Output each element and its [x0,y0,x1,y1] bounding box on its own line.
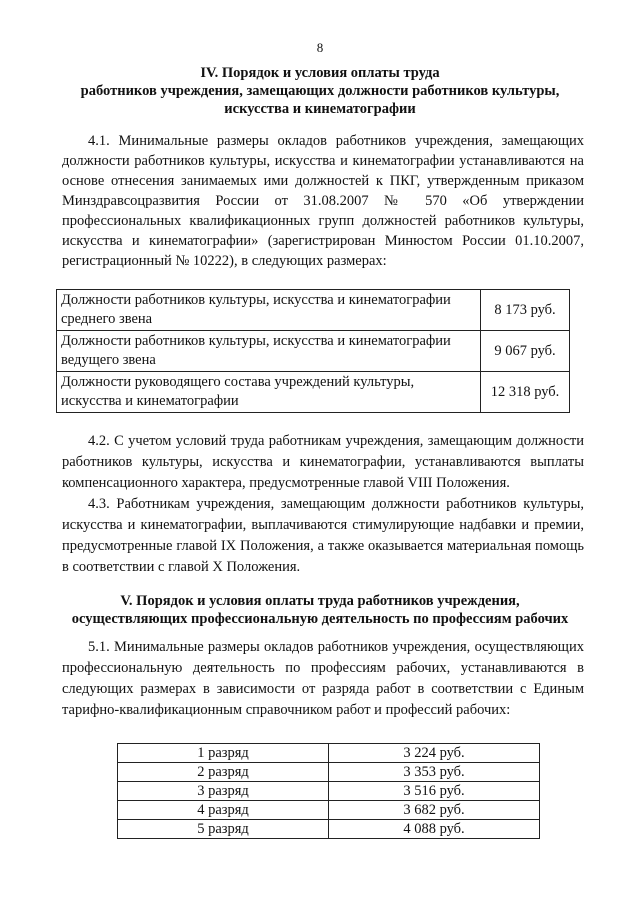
table-cell-position: Должности руководящего состава учреждений культуры, искусства и кинематографии [57,372,481,413]
page-number: 8 [316,40,324,55]
table-cell-salary: 3 224 руб. [329,744,540,763]
table-row [57,331,570,372]
section4-heading-line3: искусства и кинематографии [224,101,416,117]
table-cell-salary: 9 067 руб. [481,331,570,372]
table-row [57,372,570,413]
salary-table-culture [56,289,570,413]
table-cell-grade: 2 разряд [118,763,329,782]
table-row [118,744,540,763]
table-cell-salary: 12 318 руб. [481,372,570,413]
section5-heading [40,592,600,628]
section4-heading [40,64,600,118]
section5-heading-line1: V. Порядок и условия оплаты труда работников учреждения, [120,593,520,609]
table-row [57,290,570,331]
section4-heading-line2: работников учреждения, замещающих должности работников культуры, [80,83,560,99]
table-cell-grade: 1 разряд [118,744,329,763]
section5-heading-line2: осуществляющих профессиональную деятельность по профессиям рабочих [71,611,569,627]
table-row [118,782,540,801]
table-cell-grade: 3 разряд [118,782,329,801]
paragraph-5-1: 5.1. Минимальные размеры окладов работников учреждения, осуществляющих профессиональную деятельность по профессиям рабочих, устанавливаются в следующих размерах в зависимости от разряда работ в соответствии с Единым тарифно-квалификационным справочником работ и профессий рабочих: [62,639,584,718]
paragraph-4-2: 4.2. С учетом условий труда работникам учреждения, замещающим должности работников культуры, искусства и кинематографии, устанавливаются выплаты компенсационного характера, предусмотренные главой VIII Положения. [62,433,584,491]
table-row [118,763,540,782]
table-cell-grade: 5 разряд [118,820,329,839]
paragraph-4-3: 4.3. Работникам учреждения, замещающим должности работников культуры, искусства и кинематографии, выплачиваются стимулирующие надбавки и премии, предусмотренные главой IX Положения, а также оказывается материальная помощь в соответствии с главой X Положения. [62,496,584,575]
section4-heading-line1: IV. Порядок и условия оплаты труда [200,65,440,81]
table-cell-salary: 3 353 руб. [329,763,540,782]
table-cell-salary: 3 516 руб. [329,782,540,801]
table-row [118,820,540,839]
table-cell-position: Должности работников культуры, искусства и кинематографии среднего звена [57,290,481,331]
table-cell-position: Должности работников культуры, искусства и кинематографии ведущего звена [57,331,481,372]
salary-table-grades [117,743,540,839]
table-cell-grade: 4 разряд [118,801,329,820]
table-cell-salary: 4 088 руб. [329,820,540,839]
table-row [118,801,540,820]
table-cell-salary: 8 173 руб. [481,290,570,331]
table-cell-salary: 3 682 руб. [329,801,540,820]
paragraph-4-1: 4.1. Минимальные размеры окладов работников учреждения, замещающих должности работников культуры, искусства и кинематографии устанавливаются на основе отнесения занимаемых ими должностей к ПКГ, утвержденным приказом Минздравсоцразвития России от 31.08.2007 № 570 «Об утверждении профессиональных квалификационных групп должностей работников культуры, искусства и кинематографии» (зарегистрирован Минюстом России 01.10.2007, регистрационный № 10222), в следующих размерах: [62,133,584,269]
